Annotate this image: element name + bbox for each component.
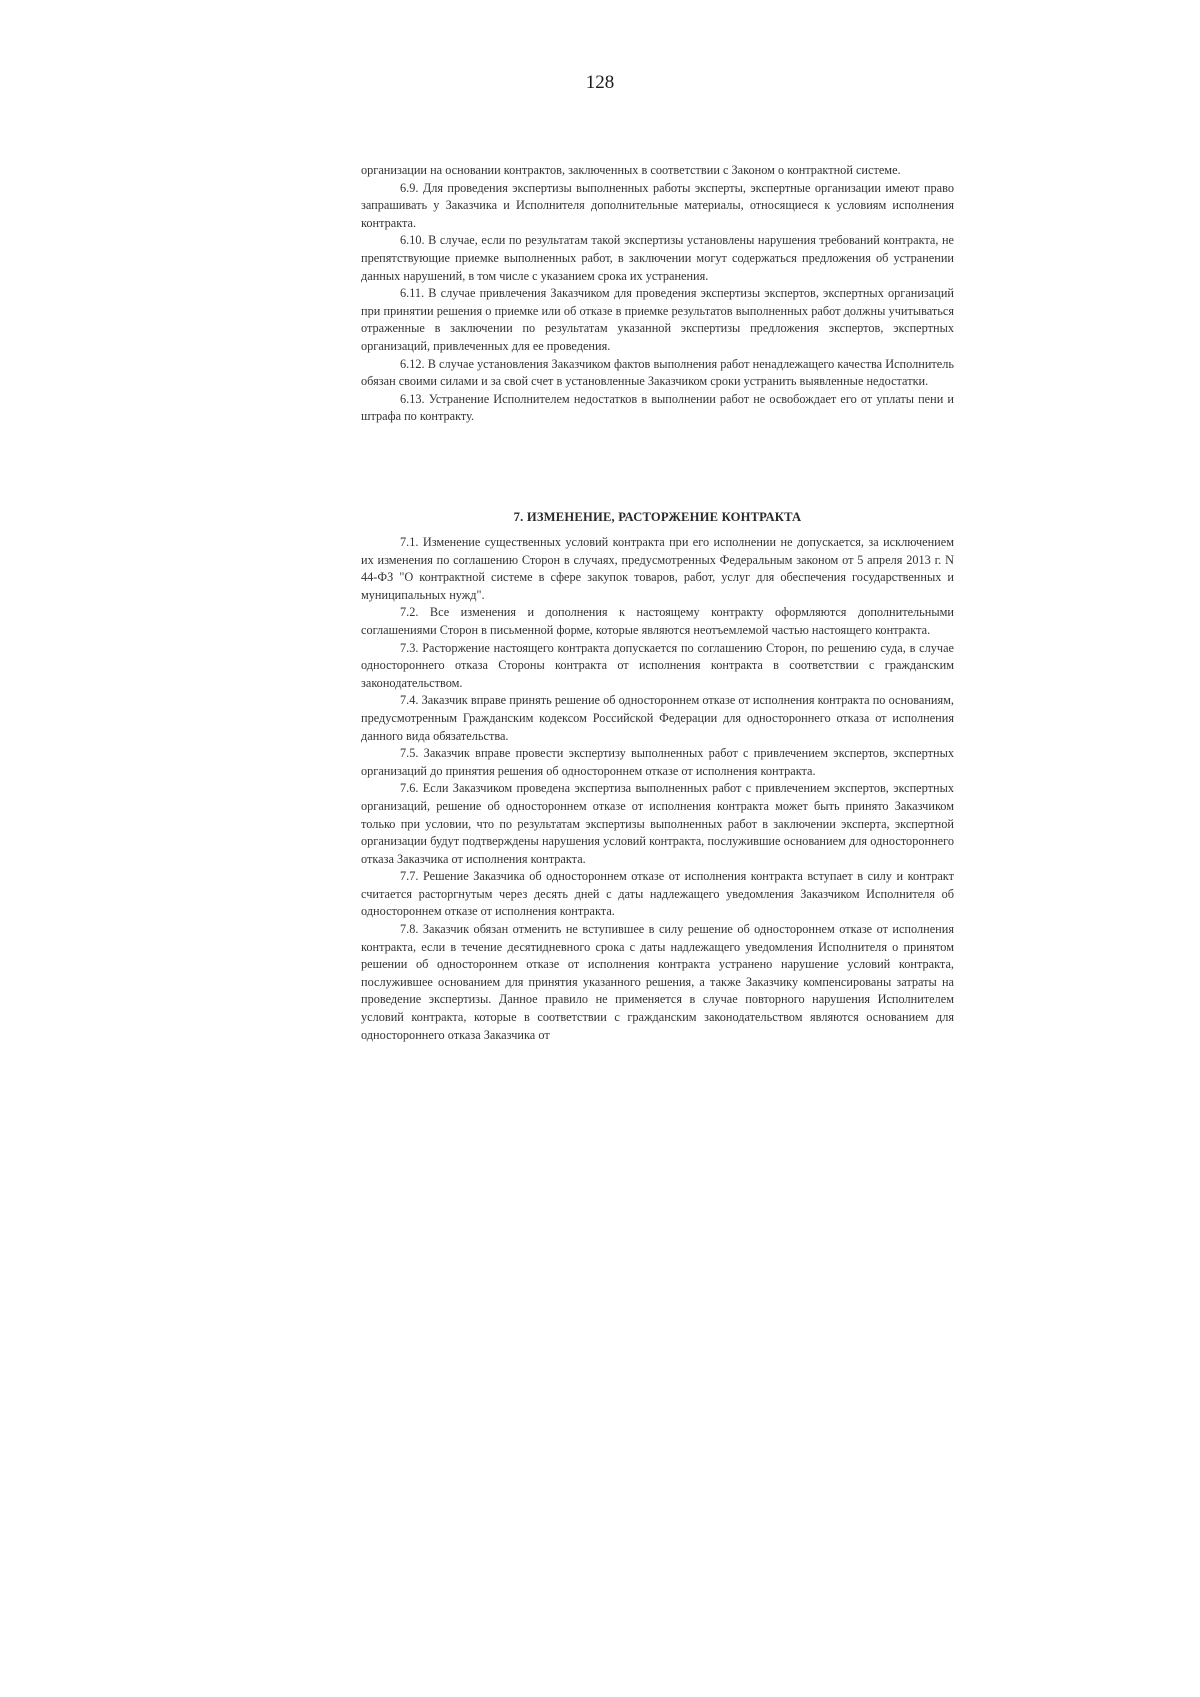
- paragraph: 6.11. В случае привлечения Заказчиком для проведения экспертизы экспертов, экспертных организаций при принятии решения о приемке или об отказе в приемке результатов выполненных работ должны учитываться отраженные в заключении по результатам указанной экспертизы предложения экспертов, экспертных организаций, привлеченных для ее проведения.: [361, 286, 954, 353]
- section-heading: 7. ИЗМЕНЕНИЕ, РАСТОРЖЕНИЕ КОНТРАКТА: [513, 510, 802, 524]
- paragraph: 6.9. Для проведения экспертизы выполненных работы эксперты, экспертные организации имеют право запрашивать у Заказчика и Исполнителя дополнительные материалы, относящиеся к условиям исполнения контракта.: [361, 180, 954, 230]
- paragraph: 6.13. Устранение Исполнителем недостатков в выполнении работ не освобождает его от уплаты пени и штрафа по контракту.: [361, 391, 954, 424]
- paragraph: 7.7. Решение Заказчика об одностороннем отказе от исполнения контракта вступает в силу и контракт считается расторгнутым через десять дней с даты надлежащего уведомления Заказчиком Исполнителя об одностороннем отказе от исполнения контракта.: [361, 869, 954, 919]
- paragraph: 7.3. Расторжение настоящего контракта допускается по соглашению Сторон, по решению суда, в случае одностороннего отказа Стороны контракта от исполнения контракта в соответствии с гражданским законодательством.: [361, 640, 954, 690]
- paragraph: 6.12. В случае установления Заказчиком фактов выполнения работ ненадлежащего качества Исполнитель обязан своими силами и за свой счет в установленные Заказчиком сроки устранить выявленные недостатки.: [361, 356, 954, 389]
- paragraph: 7.8. Заказчик обязан отменить не вступившее в силу решение об одностороннем отказе от исполнения контракта, если в течение десятидневного срока с даты надлежащего уведомления Исполнителя о принятом решении об одностороннем отказе от исполнения контракта устранено нарушение условий контракта, послужившее основанием для принятия указанного решения, а также Заказчику компенсированы затраты на проведение экспертизы. Данное правило не применяется в случае повторного нарушения Исполнителем условий контракта, которые в соответствии с гражданским законодательством являются основанием для одностороннего отказа Заказчика от: [361, 922, 954, 1042]
- paragraph: 7.1. Изменение существенных условий контракта при его исполнении не допускается, за исключением их изменения по соглашению Сторон в случаях, предусмотренных Федеральным законом от 5 апреля 2013 г. N 44-ФЗ "О контрактной системе в сфере закупок товаров, работ, услуг для обеспечения государственных и муниципальных нужд".: [361, 535, 954, 602]
- paragraph: 7.5. Заказчик вправе провести экспертизу выполненных работ с привлечением экспертов, экспертных организаций до принятия решения об одностороннем отказе от исполнения контракта.: [361, 746, 954, 778]
- page-number: 128: [585, 72, 615, 93]
- section-7-body: [361, 534, 954, 1044]
- paragraph: организации на основании контрактов, заключенных в соответствии с Законом о контрактной системе.: [361, 163, 901, 177]
- paragraph: 7.6. Если Заказчиком проведена экспертиза выполненных работ с привлечением экспертов, экспертных организаций, решение об одностороннем отказе от исполнения контракта может быть принято Заказчиком только при условии, что по результатам экспертизы выполненных работ в заключении эксперта, экспертной организации будут подтверждены нарушения условий контракта, послужившие основанием для одностороннего отказа Заказчика от исполнения контракта.: [361, 781, 954, 866]
- section-6-continuation: [361, 162, 954, 426]
- paragraph: 7.2. Все изменения и дополнения к настоящему контракту оформляются дополнительными соглашениями Сторон в письменной форме, которые являются неотъемлемой частью настоящего контракта.: [361, 605, 954, 637]
- paragraph: 6.10. В случае, если по результатам такой экспертизы установлены нарушения требований контракта, не препятствующие приемке выполненных работ, в заключении могут содержаться предложения об устранении данных нарушений, в том числе с указанием срока их устранения.: [361, 233, 954, 283]
- paragraph: 7.4. Заказчик вправе принять решение об одностороннем отказе от исполнения контракта по основаниям, предусмотренным Гражданским кодексом Российской Федерации для одностороннего отказа от исполнения данного вида обязательства.: [361, 693, 954, 743]
